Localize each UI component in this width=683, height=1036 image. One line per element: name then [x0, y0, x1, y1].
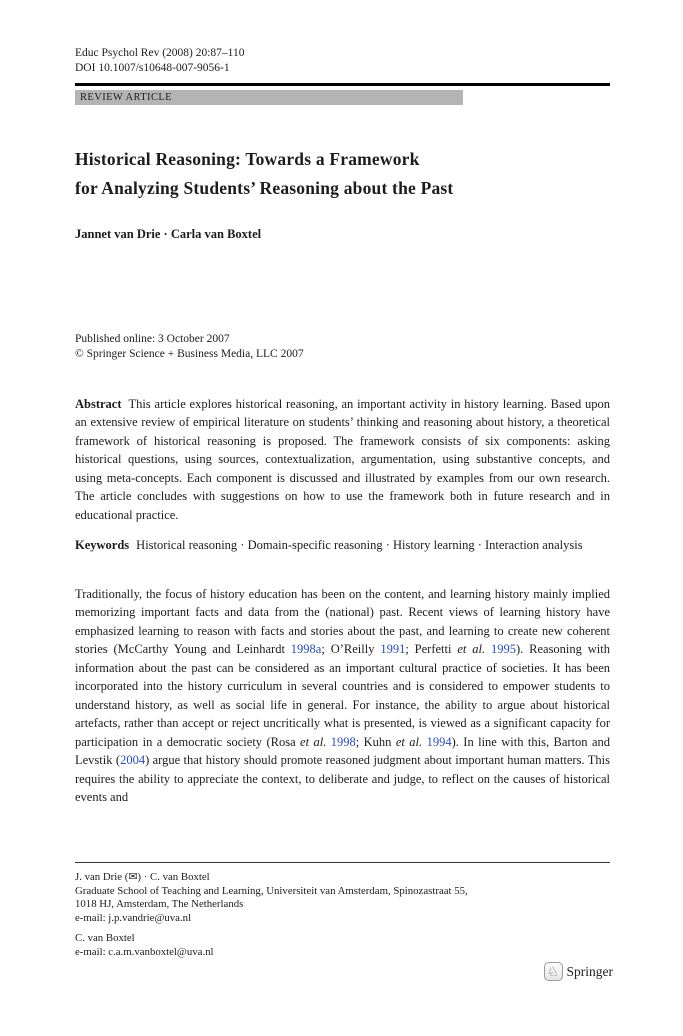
text-run: ; Perfetti	[405, 642, 458, 656]
title-line-2: for Analyzing Students’ Reasoning about the Past	[75, 177, 454, 198]
journal-header	[75, 46, 610, 76]
affiliation-line-1: Graduate School of Teaching and Learning, Universiteit van Amsterdam, Spinozastraat 55,	[75, 884, 468, 897]
body-paragraph	[75, 585, 610, 807]
article-type-badge: REVIEW ARTICLE	[75, 90, 463, 105]
springer-horse-icon	[544, 962, 563, 981]
publication-info	[75, 332, 610, 363]
springer-horse-glyph: ♘	[547, 964, 559, 979]
email-line-1: e-mail: j.p.vandrie@uva.nl	[75, 911, 192, 924]
page-title	[75, 145, 610, 203]
text-run: ) argue that history should promote reasoned judgment about important human matters. This requires the ability to appreciate the context, to deliberate and judge, to reflect on the causes of historical events and	[75, 753, 610, 804]
correspondence-line: J. van Drie (✉) · C. van Boxtel	[75, 871, 210, 883]
email-line-2: e-mail: c.a.m.vanboxtel@uva.nl	[75, 945, 214, 958]
authors-line: Jannet van Drie · Carla van Boxtel	[75, 226, 262, 241]
journal-citation: Educ Psychol Rev (2008) 20:87–110	[75, 47, 245, 59]
text-run: ; Kuhn	[355, 734, 396, 749]
text-run: Historical reasoning · Domain-specific reasoning · History learning · Interaction analysis	[136, 538, 583, 552]
keywords-paragraph	[75, 536, 610, 555]
citation-link[interactable]: 2004	[120, 753, 146, 767]
published-online: Published online: 3 October 2007	[75, 332, 230, 345]
title-line-1: Historical Reasoning: Towards a Framework	[75, 148, 420, 169]
copyright-line: © Springer Science + Business Media, LLC 2007	[75, 348, 304, 360]
springer-logo	[544, 962, 614, 981]
citation-link[interactable]: 1994	[426, 734, 452, 749]
text-run: et al.	[395, 734, 423, 749]
text-run: This article explores historical reasoning, an important activity in history learning. Based upon an extensive review of empirical literature on students’ thinking and reasoning about history, a theoretical framework of historical reasoning is proposed. The framework consists of six components: asking historical questions, using sources, contextualization, argumentation, using substantive concepts, and using meta-concepts. Each component is discussed and illustrated by examples from our own research. The article concludes with suggestions on how to use the framework both in future research and in educational practice.	[75, 396, 610, 522]
abstract-paragraph	[75, 395, 610, 525]
citation-link[interactable]: 1995	[490, 642, 516, 656]
citation-link[interactable]: 1991	[380, 642, 406, 656]
text-run: Abstract	[75, 396, 122, 411]
text-run: et al.	[300, 734, 327, 749]
text-run: Traditionally, the focus of history education has been on the content, and learning history mainly implied memorizing important facts and data from the (national) past. Recent views of learning history have emphasized learning to reason with facts and stories about the past, and learning to create new coherent stories (McCarthy Young and Leinhardt	[75, 586, 610, 656]
text-run: Keywords	[75, 538, 130, 552]
text-run: ). Reasoning with information about the past can be considered as an important cultural practice of societies. It has been incorporated into the history curriculum in several countries and is considered to empower students to understand history, as well as social life in general. For instance, the ability to argue about historical artefacts, rather than accept or reject uncritically what is presented, is viewed as a significant capacity for participation in a democratic society (Rosa	[75, 642, 610, 749]
footnote-author-2: C. van Boxtel	[75, 932, 135, 944]
header-rule	[75, 83, 610, 86]
text-run: et al.	[457, 642, 486, 656]
doi: DOI 10.1007/s10648-007-9056-1	[75, 62, 230, 74]
text-run: ). In line with this, Barton and Levstik (	[75, 734, 611, 767]
affiliation-line-2: 1018 HJ, Amsterdam, The Netherlands	[75, 898, 244, 910]
footnote-block	[75, 862, 610, 959]
citation-link[interactable]: 1998	[330, 734, 356, 749]
publisher-name: Springer	[566, 963, 613, 979]
text-run: ; O’Reilly	[321, 642, 381, 656]
footnote-separator	[75, 862, 610, 863]
citation-link[interactable]: 1998a	[290, 642, 322, 656]
